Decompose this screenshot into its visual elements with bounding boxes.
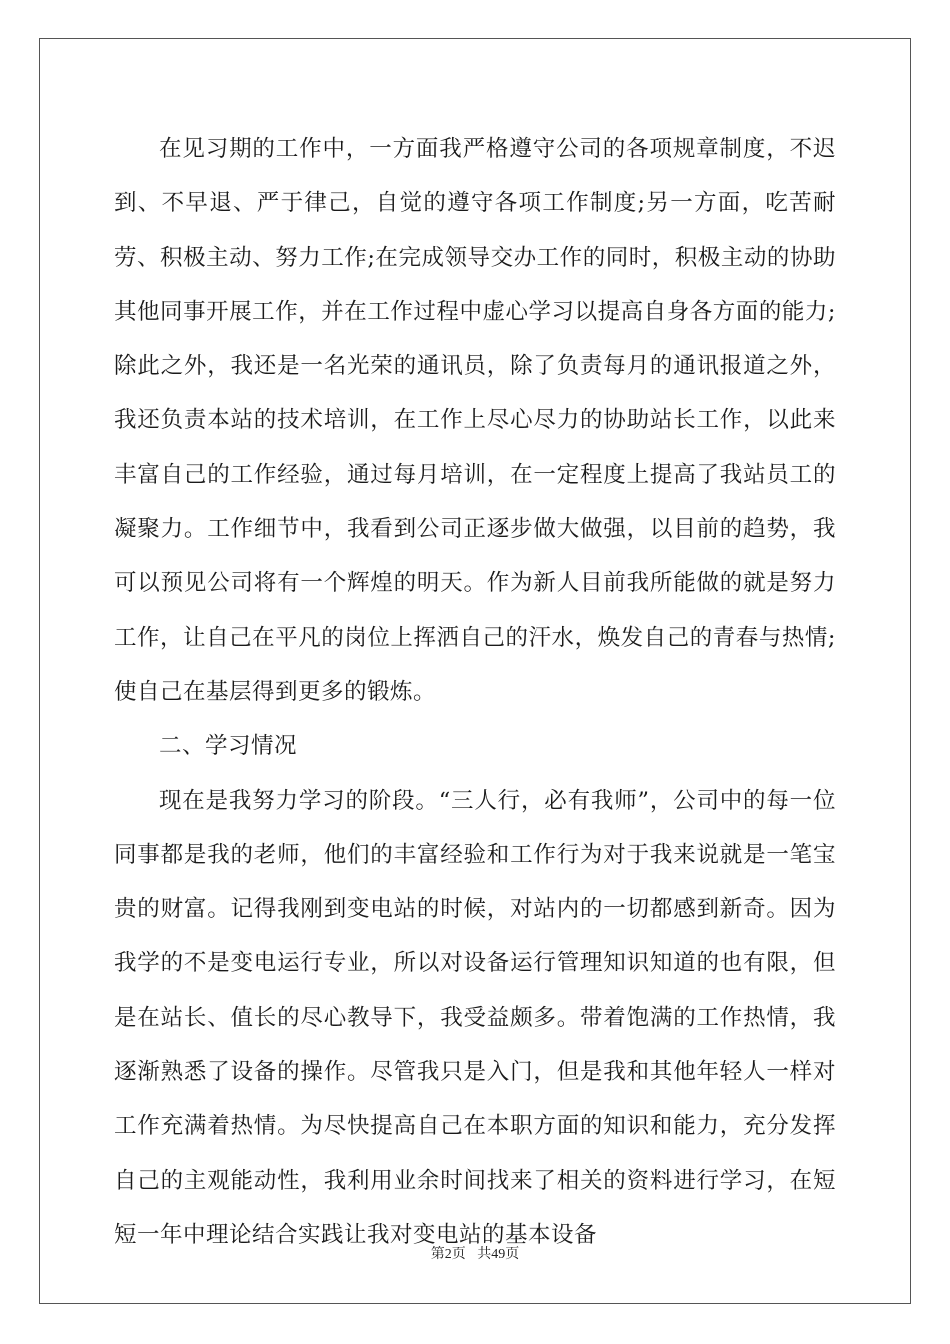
page-total: 共49页 <box>477 1247 520 1262</box>
paragraph-study: 现在是我努力学习的阶段。“三人行，必有我师”，公司中的每一位同事都是我的老师，他们的丰富经验和工作行为对于我来说就是一笔宝贵的财富。记得我刚到变电站的时候，对站内的一切都感到新奇。因为我学的不是变电运行专业，所以对设备运行管理知识知道的也有限，但是在站长、值长的尽心教导下，我受益颇多。带着饱满的工作热情，我逐渐熟悉了设备的操作。尽管我只是入门，但是我和其他年轻人一样对工作充满着热情。为尽快提高自己在本职方面的知识和能力，充分发挥自己的主观能动性，我利用业余时间找来了相关的资料进行学习，在短短一年中理论结合实践让我对变电站的基本设备 <box>114 787 836 1248</box>
page-footer <box>0 1243 950 1263</box>
paragraph-work-performance: 在见习期的工作中，一方面我严格遵守公司的各项规章制度，不迟到、不早退、严于律己，自觉的遵守各项工作制度;另一方面，吃苦耐劳、积极主动、努力工作;在完成领导交办工作的同时，积极主动的协助其他同事开展工作，并在工作过程中虚心学习以提高自身各方面的能力;除此之外，我还是一名光荣的通讯员，除了负责每月的通讯报道之外，我还负责本站的技术培训，在工作上尽心尽力的协助站长工作，以此来丰富自己的工作经验，通过每月培训，在一定程度上提高了我站员工的凝聚力。工作细节中，我看到公司正逐步做大做强，以目前的趋势，我可以预见公司将有一个辉煌的明天。作为新人目前我所能做的就是努力工作，让自己在平凡的岗位上挥洒自己的汗水，焕发自己的青春与热情;使自己在基层得到更多的锻炼。 <box>114 136 836 705</box>
section-heading-study: 二、学习情况 <box>159 733 298 760</box>
page-number: 第2页 <box>430 1247 466 1262</box>
document-body <box>114 122 836 1262</box>
